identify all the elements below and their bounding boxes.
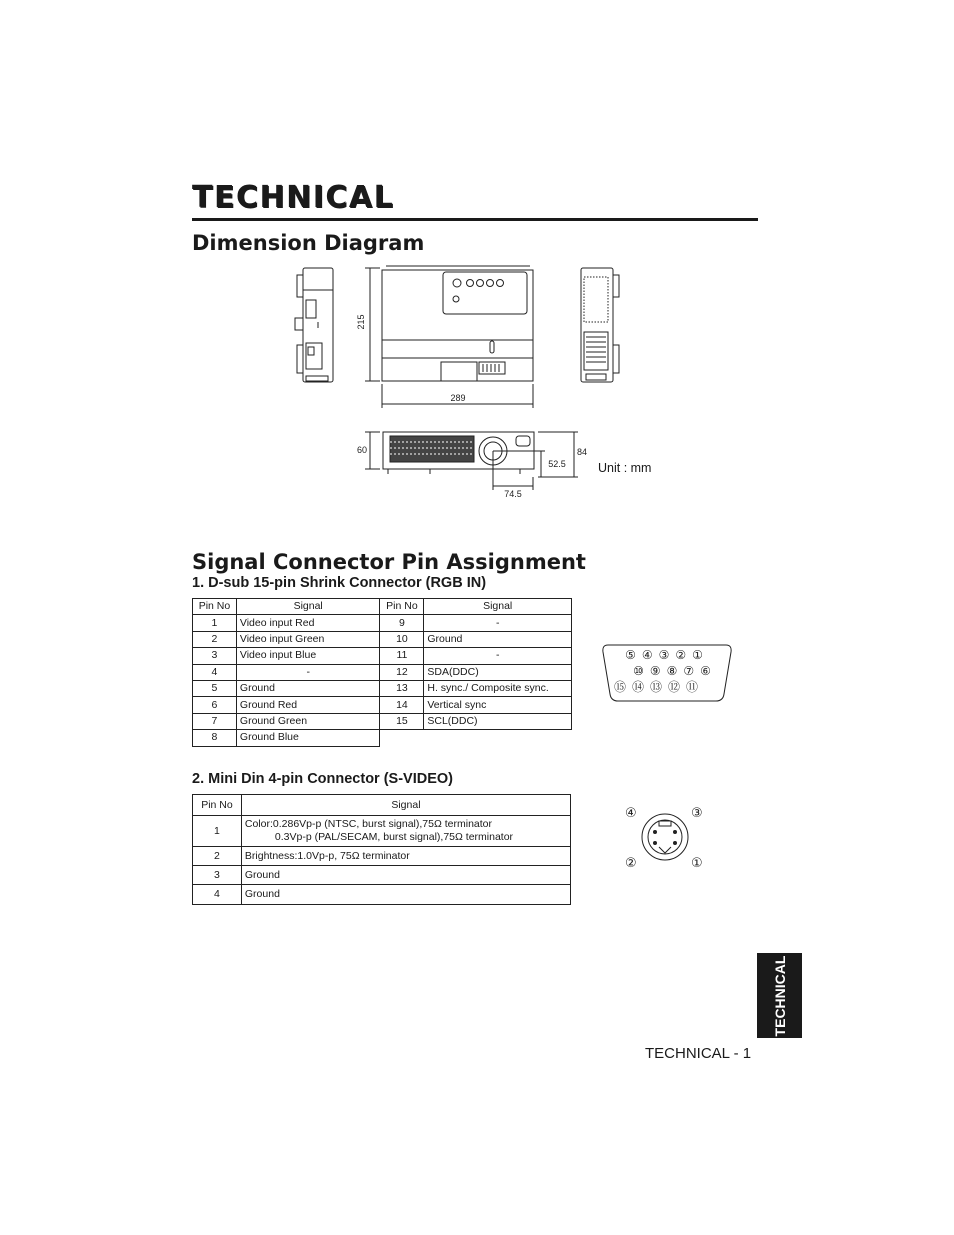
pin-signal: Ground Red [236, 697, 380, 713]
pin-number: 6 [193, 697, 237, 713]
pin-signal: Video input Red [236, 615, 380, 631]
pin-signal: Ground Green [236, 713, 380, 729]
title-rule [192, 218, 758, 221]
mini-din-pin-4-label: ④ [625, 805, 637, 820]
pin-signal-line: Color:0.286Vp-p (NTSC, burst signal),75Ω terminator [244, 818, 493, 830]
pin-signal: Ground [424, 631, 572, 647]
mini-din-pin-2-label: ② [625, 855, 637, 870]
pin-signal: - [236, 664, 380, 680]
depth-label: 215 [356, 314, 366, 330]
pin-number: 4 [193, 664, 237, 680]
side-view-left [295, 268, 333, 382]
table-row [193, 697, 572, 713]
pin-number: 11 [380, 648, 424, 664]
front-view [383, 432, 534, 474]
pin-number: 4 [193, 885, 242, 905]
mini-din-pin-3-label: ③ [691, 805, 703, 820]
pin-signal: Ground [241, 866, 570, 885]
pin-number: 1 [193, 816, 242, 847]
header-cell: Pin No [380, 599, 424, 615]
empty-cell [380, 730, 572, 746]
page-title: TECHNICAL [192, 180, 395, 215]
pin-number: 3 [193, 866, 242, 885]
table-row [193, 816, 571, 847]
lens-offset-label: 74.5 [504, 489, 522, 499]
table-row [193, 866, 571, 885]
pin-signal [241, 816, 570, 847]
total-height-label: 84 [576, 447, 588, 457]
pin-signal: - [424, 648, 572, 664]
pin-signal: Brightness:1.0Vp-p, 75Ω terminator [241, 847, 570, 866]
pin-signal: Ground [241, 885, 570, 905]
pin-number: 9 [380, 615, 424, 631]
dsub-title: 1. D-sub 15-pin Shrink Connector (RGB IN) [192, 575, 487, 591]
pin-signal: SDA(DDC) [424, 664, 572, 680]
header-cell: Pin No [193, 795, 242, 816]
width-label: 289 [450, 393, 466, 403]
pin-signal: Ground Blue [236, 730, 380, 746]
mini-din-pin-1-label: ① [691, 855, 703, 870]
pin-number: 8 [193, 730, 237, 746]
lens-height-label: 52.5 [548, 459, 566, 469]
table-row [193, 631, 572, 647]
pin-signal: Vertical sync [424, 697, 572, 713]
table-row [193, 664, 572, 680]
dimension-heading: Dimension Diagram [192, 231, 425, 255]
pin-number: 1 [193, 615, 237, 631]
mini-din-pin-table [192, 794, 571, 905]
mini-din-title: 2. Mini Din 4-pin Connector (S-VIDEO) [192, 771, 453, 787]
pin-number: 13 [380, 680, 424, 696]
pin-signal: - [424, 615, 572, 631]
table-row [193, 648, 572, 664]
pin-signal-line: 0.3Vp-p (PAL/SECAM, burst signal),75Ω terminator [274, 831, 514, 843]
page-footer: TECHNICAL - 1 [645, 1045, 752, 1062]
table-row [193, 885, 571, 905]
dsub-pin-row-2: ⑩ ⑨ ⑧ ⑦ ⑥ [633, 664, 715, 678]
top-view [382, 266, 533, 381]
header-cell: Signal [241, 795, 570, 816]
signal-heading: Signal Connector Pin Assignment [192, 550, 586, 574]
table-row [193, 615, 572, 631]
header-cell: Pin No [193, 599, 237, 615]
section-tab-label: TECHNICAL [771, 955, 788, 1036]
header-cell: Signal [424, 599, 572, 615]
pin-number: 2 [193, 847, 242, 866]
pin-number: 10 [380, 631, 424, 647]
mini-din-connector-diagram [622, 802, 708, 872]
side-view-right [581, 268, 619, 382]
pin-number: 5 [193, 680, 237, 696]
pin-signal: SCL(DDC) [424, 713, 572, 729]
table-row [193, 847, 571, 866]
section-tab [757, 953, 802, 1038]
table-header-row [193, 599, 572, 615]
pin-number: 3 [193, 648, 237, 664]
dsub-pin-table [192, 598, 572, 747]
pin-number: 12 [380, 664, 424, 680]
dsub-pin-row-3: ⑮ ⑭ ⑬ ⑫ ⑪ [613, 680, 703, 694]
table-header-row [193, 795, 571, 816]
dimension-drawing [290, 258, 650, 503]
pin-number: 2 [193, 631, 237, 647]
header-cell: Signal [236, 599, 380, 615]
table-row [193, 680, 572, 696]
table-row [193, 713, 572, 729]
dsub-connector-diagram [600, 642, 734, 704]
table-row [193, 730, 572, 746]
front-height-label: 60 [356, 445, 368, 455]
pin-number: 15 [380, 713, 424, 729]
pin-signal: Video input Green [236, 631, 380, 647]
pin-number: 7 [193, 713, 237, 729]
dsub-pin-row-1: ⑤ ④ ③ ② ① [625, 648, 707, 662]
pin-number: 14 [380, 697, 424, 713]
pin-signal: Video input Blue [236, 648, 380, 664]
pin-signal: H. sync./ Composite sync. [424, 680, 572, 696]
unit-label: Unit : mm [598, 461, 652, 475]
pin-signal: Ground [236, 680, 380, 696]
